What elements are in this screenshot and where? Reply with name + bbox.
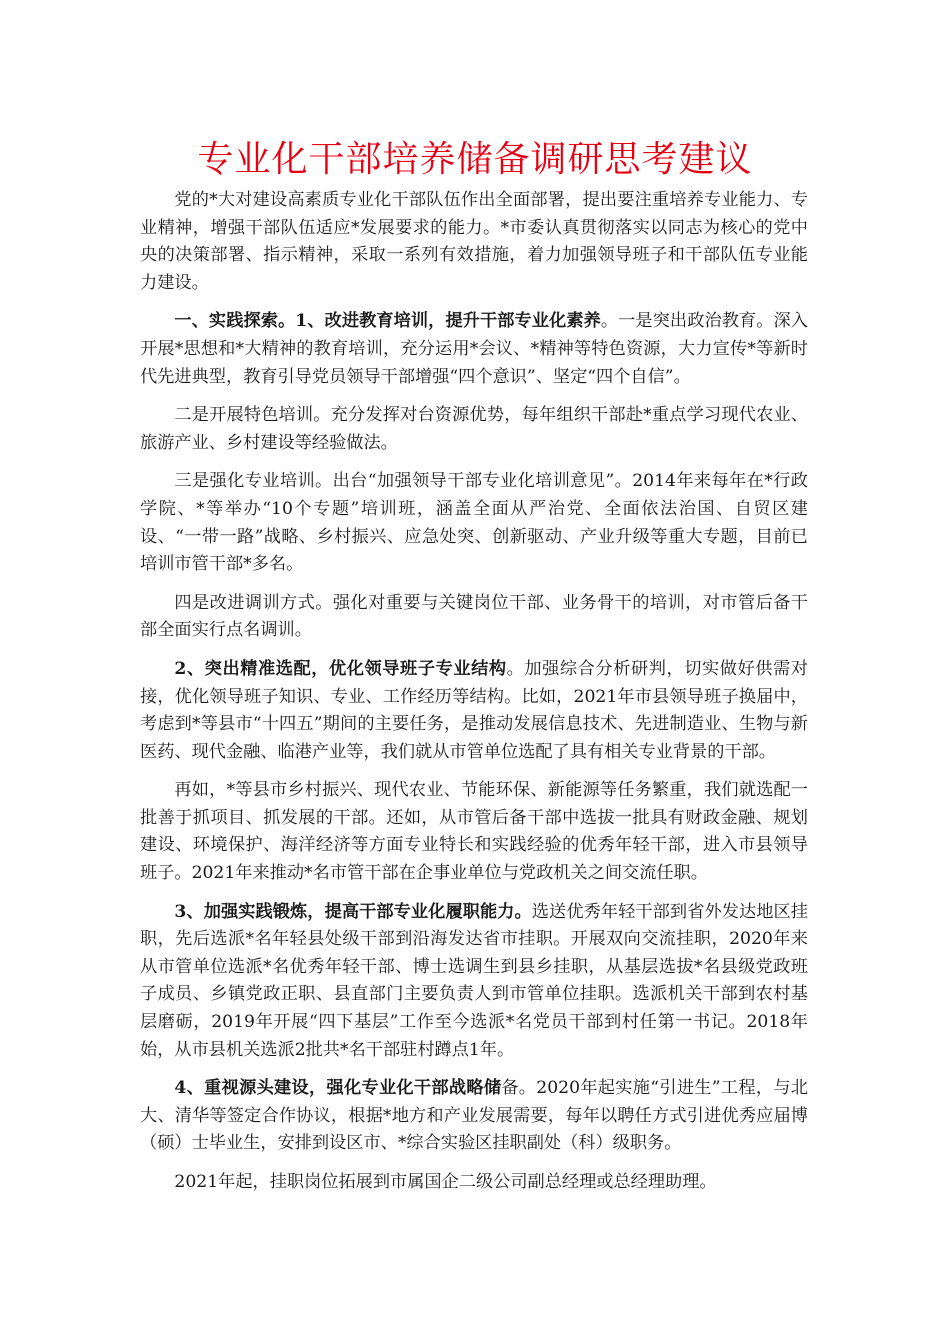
paragraph-heading: 3、加强实践锻炼，提高干部专业化履职能力。	[174, 901, 532, 922]
paragraph-text: 三是强化专业培训。出台“加强领导干部专业化培训意见”。2014年来每年在*行政学院、*等举办“10个专题”培训班，涵盖全面从严治党、全面依法治国、自贸区建设、“一带一路”战略、乡村振兴、应急处突、创新驱动、产业升级等重大专题，目前已培训市管干部*多名。	[140, 471, 808, 575]
paragraph-text: 四是改进调训方式。强化对重要与关键岗位干部、业务骨干的培训，对市管后备干部全面实行点名调训。	[140, 592, 808, 641]
paragraph-heading: 2、突出精准选配，优化领导班子专业结构	[174, 658, 507, 679]
paragraph-text: 党的*大对建设高素质专业化干部队伍作出全面部署，提出要注重培养专业能力、专业精神，增强干部队伍适应*发展要求的能力。*市委认真贯彻落实以同志为核心的党中央的决策部署、指示精神，采取一系列有效措施，着力加强领导班子和干部队伍专业能力建设。	[140, 190, 808, 293]
paragraph-text: 选送优秀年轻干部到省外发达地区挂职，先后选派*名年轻县处级干部到沿海发达省市挂职。开展双向交流挂职，2020年来从市管单位选派*名优秀年轻干部、博士选调生到县乡挂职，从基层选拔*名县级党政班子成员、乡镇党政正职、县直部门主要负责人到市管单位挂职。选派机关干部到农村基层磨砺，2019年开展“四下基层”工作至今选派*名党员干部到村任第一书记。2018年始，从市县机关选派2批共*名干部驻村蹲点1年。	[140, 901, 808, 1060]
document-body	[140, 187, 808, 1208]
paragraph-heading: 4、重视源头建设，强化专业化干部战略储	[174, 1078, 502, 1099]
paragraph-text: 2021年起，挂职岗位拓展到市属国企二级公司副总经理或总经理助理。	[174, 1172, 717, 1192]
paragraph-6	[140, 656, 808, 766]
paragraph-10	[140, 1169, 808, 1197]
document-title: 专业化干部培养储备调研思考建议	[197, 139, 753, 180]
paragraph-2	[140, 308, 808, 391]
paragraph-4	[140, 468, 808, 578]
paragraph-1	[140, 187, 808, 297]
paragraph-9	[140, 1075, 808, 1158]
paragraph-8	[140, 899, 808, 1065]
paragraph-text: 备。2020年起实施“引进生”工程，与北大、清华等签定合作协议，根据*地方和产业发展需要，每年以聘任方式引进优秀应届博（硕）士毕业生，安排到设区市、*综合实验区挂职副处（科）级职务。	[140, 1078, 808, 1154]
paragraph-text: 二是开展特色培训。充分发挥对台资源优势，每年组织干部赴*重点学习现代农业、旅游产业、乡村建设等经验做法。	[140, 405, 808, 453]
paragraph-7	[140, 777, 808, 887]
paragraph-text: 再如，*等县市乡村振兴、现代农业、节能环保、新能源等任务繁重，我们就选配一批善于抓项目、抓发展的干部。还如，从市管后备干部中选拔一批具有财政金融、规划建设、环境保护、海洋经济等方面专业特长和实践经验的优秀年轻干部，进入市县领导班子。2021年来推动*名市管干部在企事业单位与党政机关之间交流任职。	[140, 780, 808, 884]
paragraph-5	[140, 590, 808, 645]
paragraph-heading: 一、实践探索。1、改进教育培训，提升干部专业化素养	[174, 311, 601, 332]
paragraph-3	[140, 402, 808, 457]
paragraph-text: 。加强综合分析研判，切实做好供需对接，优化领导班子知识、专业、工作经历等结构。比如，2021年市县领导班子换届中，考虑到*等县市“十四五”期间的主要任务，是推动发展信息技术、先进制造业、生物与新医药、现代金融、临港产业等，我们就从市管单位选配了具有相关专业背景的干部。	[140, 658, 808, 762]
paragraph-text: 。一是突出政治教育。深入开展*思想和*大精神的教育培训，充分运用*会议、*精神等特色资源，大力宣传*等新时代先进典型，教育引导党员领导干部增强“四个意识”、坚定“四个自信”。	[140, 311, 808, 387]
